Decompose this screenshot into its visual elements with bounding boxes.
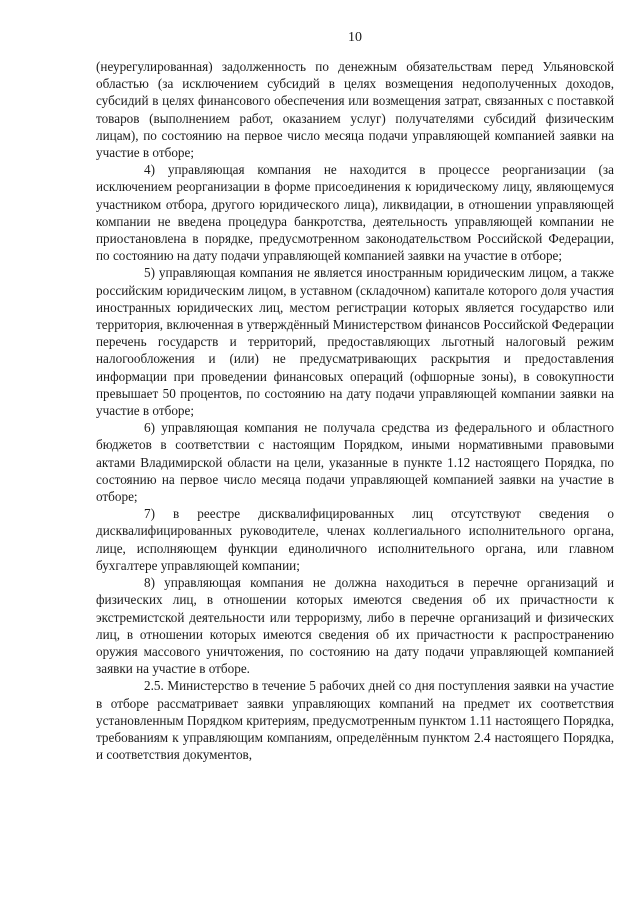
paragraph: 7) в реестре дисквалифицированных лиц отсутствуют сведения о дисквалифицированных руководителе, членах коллегиального исполнительного органа, лице, исполняющем функции единоличного исполнительного органа, или главном бухгалтере управляющей компании; [96,506,614,573]
paragraph: 6) управляющая компания не получала средства из федерального и областного бюджетов в соответствии с настоящим Порядком, иными нормативными правовыми актами Владимирской области на цели, указанные в пункте 1.12 настоящего Порядка, по состоянию на первое число месяца подачи управляющей компанией заявки на участие в отборе; [96,420,614,505]
paragraph: 4) управляющая компания не находится в процессе реорганизации (за исключением реорганизации в форме присоединения к юридическому лицу, являющемуся участником отбора, другого юридического лица), ликвидации, в отношении управляющей компании не введена процедура банкротства, деятельность управляющей компании не приостановлена в порядке, предусмотренном законодательством Российской Федерации, по состоянию на дату подачи управляющей компанией заявки на участие в отборе; [96,162,614,264]
paragraph: (неурегулированная) задолженность по денежным обязательствам перед Ульяновской областью (за исключением субсидий в целях возмещения недополученных доходов, субсидий в целях финансового обеспечения или возмещения затрат, связанных с поставкой товаров (выполнением работ, оказанием услуг) получателями субсидий физическим лицам), по состоянию на первое число месяца подачи управляющей компанией заявки на участие в отборе; [96,59,614,161]
paragraph: 8) управляющая компания не должна находиться в перечне организаций и физических лиц, в отношении которых имеются сведения об их причастности к экстремистской деятельности или терроризму, либо в перечне организаций и физических лиц, в отношении которых имеются сведения об их причастности к распространению оружия массового уничтожения, по состоянию на дату подачи управляющей компанией заявки на участие в отборе. [96,575,614,677]
paragraph: 2.5. Министерство в течение 5 рабочих дней со дня поступления заявки на участие в отборе рассматривает заявки управляющих компаний на предмет их соответствия установленным Порядком критериям, предусмотренным пунктом 1.11 настоящего Порядка, требованиям к управляющим компаниям, определённым пунктом 2.4 настоящего Порядка, и соответствия документов, [96,678,614,763]
paragraph: 5) управляющая компания не является иностранным юридическим лицом, а также российским юридическим лицом, в уставном (складочном) капитале которого доля участия иностранных юридических лиц, местом регистрации которых является государство или территория, включенная в утверждённый Министерством финансов Российской Федерации перечень государств и территорий, предоставляющих льготный налоговый режим налогообложения и (или) не предусматривающих раскрытия и предоставления информации при проведении финансовых операций (офшорные зоны), в совокупности превышает 50 процентов, по состоянию на дату подачи управляющей компании заявки на участие в отборе; [96,265,614,419]
document-body [96,58,614,763]
page-number: 10 [348,30,362,45]
